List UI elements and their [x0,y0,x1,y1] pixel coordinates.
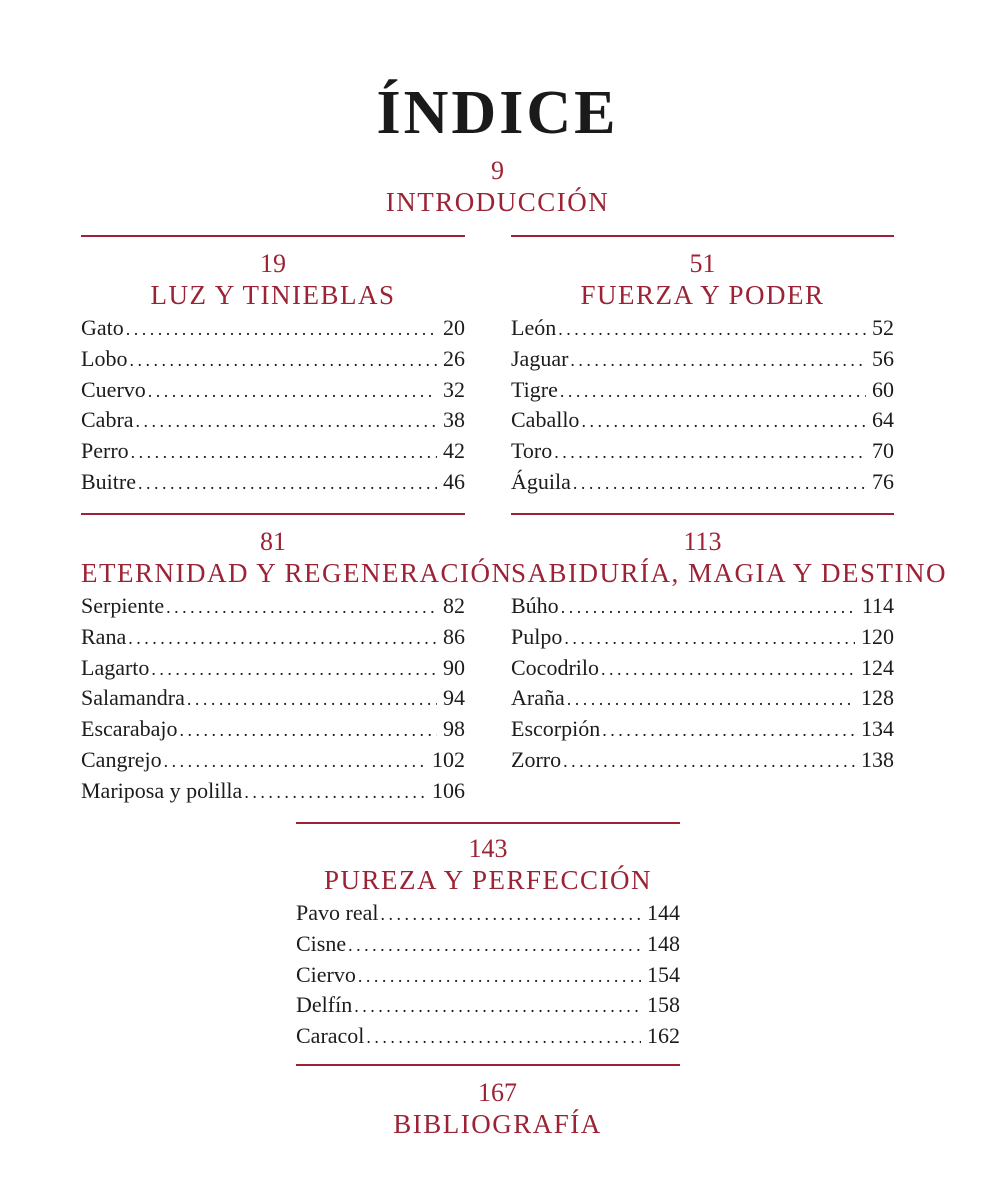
toc-entry[interactable] [511,683,894,714]
toc-entry[interactable] [296,898,680,929]
entry-name: Lagarto [81,654,150,680]
dot-leader [151,654,437,685]
section-eternidad-y-regeneracion [81,527,513,807]
dot-leader [180,715,438,746]
toc-entry[interactable] [81,375,465,406]
section-title[interactable]: SABIDURÍA, MAGIA Y DESTINO [511,558,947,588]
dot-leader [348,930,641,961]
entry-page-number: 98 [443,716,465,742]
entry-name: Caracol [296,1023,365,1049]
dot-leader [573,468,866,499]
entry-name: Escorpión [511,716,601,742]
entry-name: Jaguar [511,345,569,371]
dot-leader [131,437,437,468]
section-title[interactable]: PUREZA Y PERFECCIÓN [323,865,653,895]
entry-page-number: 26 [443,345,465,371]
toc-entry[interactable] [511,653,894,684]
dot-leader [563,746,855,777]
entry-name: León [511,315,557,340]
toc-entry[interactable] [511,436,894,467]
toc-entry[interactable] [511,375,894,406]
entry-page-number: 20 [443,315,465,340]
entry-page-number: 70 [872,438,894,464]
entry-page-number: 42 [443,438,465,464]
entry-name: Zorro [511,746,562,772]
toc-entry[interactable] [81,745,465,776]
entry-name: Pavo real [296,900,379,925]
dot-leader [148,376,437,407]
toc-entry[interactable] [511,344,894,375]
entry-name: Araña [511,685,565,711]
dot-leader [164,746,426,777]
entry-name: Ciervo [296,961,356,987]
toc-entry[interactable] [81,467,465,498]
entry-page-number: 128 [861,685,894,711]
entry-page-number: 38 [443,407,465,433]
entry-name: Águila [511,468,571,494]
toc-entry[interactable] [511,467,894,498]
entry-name: Rana [81,623,127,649]
entry-page-number: 144 [647,900,680,925]
toc-entry[interactable] [511,313,894,344]
entry-page-number: 60 [872,376,894,402]
entry-page-number: 90 [443,654,465,680]
entry-page-number: 106 [432,777,465,803]
entry-page-number: 86 [443,623,465,649]
dot-leader [602,715,855,746]
toc-entry[interactable] [511,622,894,653]
entry-list [511,313,894,498]
dot-leader [601,654,855,685]
intro-title: INTRODUCCIÓN [385,187,610,217]
entry-name: Lobo [81,345,128,371]
entry-page-number: 162 [647,1023,680,1049]
bibliography-heading[interactable] [0,1078,995,1140]
intro-page-number: 9 [491,156,504,185]
dot-leader [354,991,641,1022]
toc-entry[interactable] [296,990,680,1021]
dot-leader [561,592,856,623]
section-page-number[interactable]: 19 [260,249,286,278]
entry-name: Gato [81,315,124,340]
dot-leader [138,468,437,499]
entry-list [511,591,894,776]
entry-name: Cuervo [81,376,146,402]
section-page-number[interactable]: 113 [683,527,722,556]
dot-leader [166,592,437,623]
entry-name: Caballo [511,407,580,433]
divider-rule [511,235,894,237]
dot-leader [244,777,426,808]
dot-leader [570,345,866,376]
section-luz-y-tinieblas [81,249,465,498]
entry-name: Pulpo [511,623,563,649]
entry-name: Buitre [81,468,136,494]
entry-name: Salamandra [81,685,185,711]
entry-page-number: 56 [872,345,894,371]
divider-rule [296,1064,680,1066]
toc-entry[interactable] [511,591,894,622]
dot-leader [358,961,641,992]
toc-entry[interactable] [511,405,894,436]
toc-entry[interactable] [511,745,894,776]
entry-page-number: 154 [647,961,680,987]
entry-name: Búho [511,593,559,618]
entry-page-number: 124 [861,654,894,680]
entry-page-number: 76 [872,468,894,494]
dot-leader [126,314,437,345]
entry-name: Serpiente [81,593,165,618]
dot-leader [366,1022,641,1053]
toc-entry[interactable] [81,313,465,344]
divider-rule [511,513,894,515]
entry-name: Delfín [296,992,353,1018]
toc-entry[interactable] [81,653,465,684]
dot-leader [136,406,437,437]
toc-entry[interactable] [81,405,465,436]
dot-leader [564,623,855,654]
entry-name: Cisne [296,930,347,956]
entry-page-number: 32 [443,376,465,402]
toc-entry[interactable] [81,591,465,622]
dot-leader [187,684,437,715]
entry-page-number: 46 [443,468,465,494]
entry-name: Cangrejo [81,746,162,772]
entry-name: Escarabajo [81,716,178,742]
section-title[interactable]: FUERZA Y PODER [580,280,825,310]
toc-entry[interactable] [81,344,465,375]
entry-page-number: 138 [861,746,894,772]
dot-leader [380,899,641,930]
toc-entry[interactable] [81,776,465,807]
section-fuerza-y-poder [511,249,894,498]
entry-name: Mariposa y polilla [81,777,243,803]
bibliography-title: BIBLIOGRAFÍA [393,1109,602,1139]
entry-page-number: 134 [861,716,894,742]
dot-leader [567,684,855,715]
dot-leader [581,406,866,437]
section-sabiduria-magia-y-destino [511,527,947,776]
toc-entry[interactable] [81,683,465,714]
entry-page-number: 148 [647,930,680,956]
section-page-number[interactable]: 143 [468,834,508,863]
section-page-number[interactable]: 51 [689,249,716,278]
entry-list [81,591,465,807]
entry-page-number: 158 [647,992,680,1018]
entry-page-number: 82 [443,593,465,618]
dot-leader [128,623,437,654]
divider-rule [81,513,465,515]
toc-entry[interactable] [296,929,680,960]
bibliography-page-number: 167 [478,1078,517,1107]
entry-name: Cocodrilo [511,654,599,680]
divider-rule [296,822,680,824]
dot-leader [129,345,437,376]
toc-entry[interactable] [81,622,465,653]
toc-entry[interactable] [81,436,465,467]
entry-list [296,898,680,1052]
entry-name: Cabra [81,407,134,433]
section-page-number[interactable]: 81 [260,527,286,556]
entry-page-number: 64 [872,407,894,433]
dot-leader [554,437,866,468]
entry-page-number: 52 [872,315,894,340]
entry-name: Perro [81,438,129,464]
entry-list [81,313,465,498]
dot-leader [558,314,866,345]
divider-rule [81,235,465,237]
section-title[interactable]: LUZ Y TINIEBLAS [150,280,396,310]
section-title[interactable]: ETERNIDAD Y REGENERACIÓN [81,558,513,588]
entry-page-number: 94 [443,685,465,711]
entry-page-number: 102 [432,746,465,772]
dot-leader [560,376,866,407]
toc-entry[interactable] [296,960,680,991]
intro-heading[interactable] [0,156,995,218]
toc-entry[interactable] [81,714,465,745]
toc-entry[interactable] [511,714,894,745]
section-pureza-y-perfeccion [296,834,680,1052]
entry-page-number: 114 [861,593,894,618]
entry-name: Tigre [511,376,558,402]
toc-entry[interactable] [296,1021,680,1052]
page-title: ÍNDICE [376,78,619,147]
entry-page-number: 120 [861,623,894,649]
entry-name: Toro [511,438,553,464]
